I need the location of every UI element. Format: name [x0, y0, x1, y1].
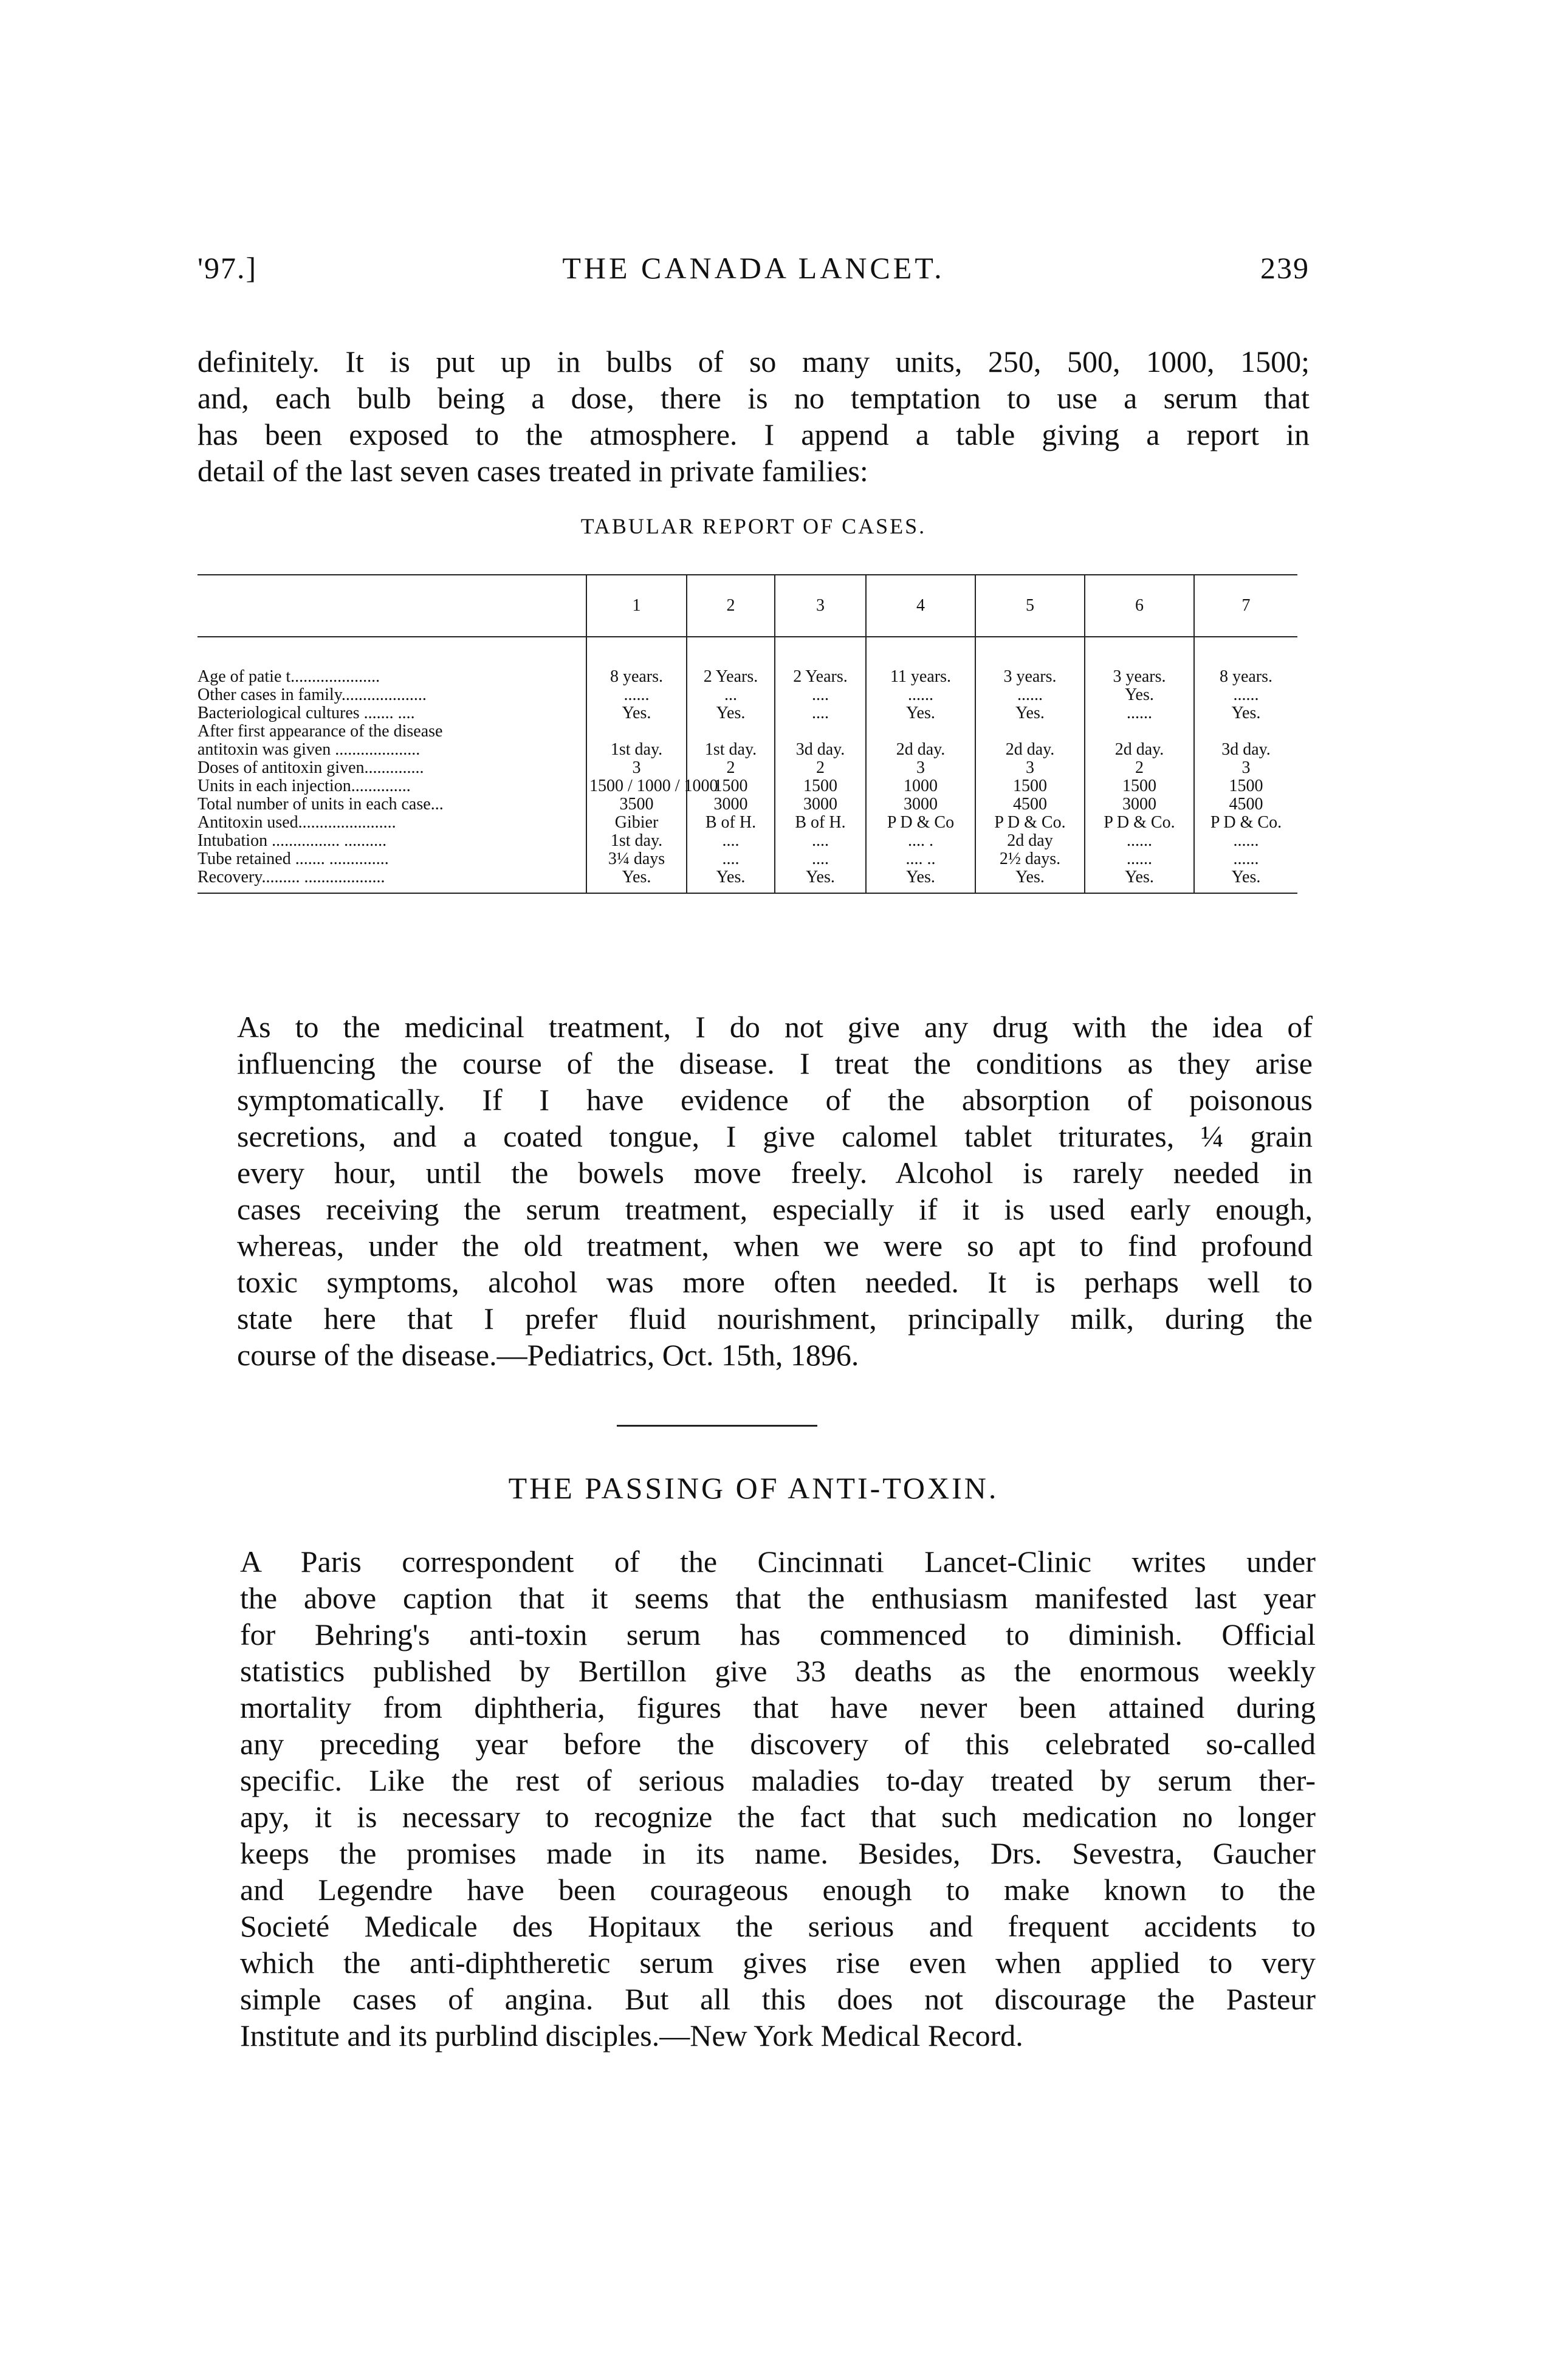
text-line: and, each bulb being a dose, there is no temptation to use a serum that	[197, 381, 1310, 415]
table-cell	[866, 722, 975, 741]
table-cell: 3000	[1085, 795, 1194, 814]
row-label: Tube retained ....... ..............	[197, 849, 389, 868]
table-cell: Yes.	[975, 704, 1085, 722]
text-line: secretions, and a coated tongue, I give calomel tablet triturates, ¼ grain	[237, 1119, 1313, 1153]
table-cell: Yes.	[1194, 868, 1297, 893]
table-cell: Yes.	[975, 868, 1085, 893]
table-row	[197, 868, 1297, 893]
text-line: has been exposed to the atmosphere. I append a table giving a report in	[197, 417, 1310, 451]
table-row	[197, 832, 1297, 850]
table-cell: Yes.	[775, 868, 866, 893]
intro-paragraph	[197, 343, 1310, 489]
table-title: TABULAR REPORT OF CASES.	[580, 514, 927, 538]
table-cell: 2	[775, 759, 866, 777]
table-cell	[1194, 722, 1297, 741]
table-cell: 2 Years.	[687, 637, 775, 686]
table-cell: 3 years.	[975, 637, 1085, 686]
table-cell: 2 Years.	[775, 637, 866, 686]
text-line: the above caption that it seems that the enthusiasm manifested last year	[240, 1581, 1316, 1615]
table-cell: B of H.	[687, 814, 775, 832]
column-header: 5	[975, 575, 1085, 637]
text-line: symptomatically. If I have evidence of the absorption of poisonous	[237, 1083, 1313, 1117]
table-header-row	[197, 575, 1297, 637]
table-cell: 1500	[775, 777, 866, 795]
text-line: toxic symptoms, alcohol was more often needed. It is perhaps well to	[237, 1265, 1313, 1299]
table-cell: ......	[1194, 832, 1297, 850]
text-line: simple cases of angina. But all this does not discourage the Pasteur	[240, 1982, 1316, 2016]
text-line: Institute and its purblind disciples.—New York Medical Record.	[240, 2018, 1023, 2052]
table-cell: 3d day.	[1194, 741, 1297, 759]
text-line: whereas, under the old treatment, when we were so apt to find profound	[237, 1229, 1313, 1263]
table-cell: 2½ days.	[975, 850, 1085, 868]
table-cell: ......	[866, 686, 975, 704]
table-cell: Yes.	[687, 704, 775, 722]
table-cell: ....	[775, 850, 866, 868]
row-label: Intubation ................ ..........	[197, 831, 387, 850]
table-cell: ......	[1085, 832, 1194, 850]
text-line: course of the disease.—Pediatrics, Oct. 15th, 1896.	[237, 1338, 859, 1372]
table-cell: ......	[1194, 850, 1297, 868]
table-cell: 3d day.	[775, 741, 866, 759]
text-line: specific. Like the rest of serious maladies to-day treated by serum ther-	[240, 1763, 1316, 1797]
row-label: Bacteriological cultures ....... ....	[197, 704, 415, 722]
page-number: 239	[1260, 251, 1310, 285]
row-label: Age of patie t.....................	[197, 667, 380, 686]
table-cell: 1st day.	[687, 741, 775, 759]
column-header: 7	[1194, 575, 1297, 637]
row-label: Doses of antitoxin given..............	[197, 758, 424, 777]
table-cell: Yes.	[1194, 704, 1297, 722]
table-cell: 3000	[775, 795, 866, 814]
column-header: 6	[1085, 575, 1194, 637]
table-row	[197, 759, 1297, 777]
table-cell: 1500	[975, 777, 1085, 795]
column-header: 4	[866, 575, 975, 637]
table-row	[197, 637, 1297, 686]
table-cell: ....	[775, 832, 866, 850]
table-cell: 1000	[866, 777, 975, 795]
running-head	[197, 250, 1310, 287]
table-cell: 1500 / 1000 / 1000	[586, 777, 687, 795]
text-line: any preceding year before the discovery of this celebrated so-called	[240, 1727, 1316, 1761]
table-row	[197, 741, 1297, 759]
table-cell: P D & Co.	[1194, 814, 1297, 832]
text-line: cases receiving the serum treatment, especially if it is used early enough,	[237, 1192, 1313, 1226]
table-cell: 3000	[687, 795, 775, 814]
table-cell: 1500	[1085, 777, 1194, 795]
table-cell: 3¼ days	[586, 850, 687, 868]
text-line: keeps the promises made in its name. Besides, Drs. Sevestra, Gaucher	[240, 1836, 1316, 1870]
table-row	[197, 814, 1297, 832]
row-label: Units in each injection..............	[197, 777, 411, 795]
section-divider	[617, 1425, 817, 1427]
table-cell: P D & Co	[866, 814, 975, 832]
text-line: definitely. It is put up in bulbs of so many units, 250, 500, 1000, 1500;	[197, 345, 1310, 379]
table-row	[197, 777, 1297, 795]
table-cell: Yes.	[1085, 868, 1194, 893]
table-cell: 3	[975, 759, 1085, 777]
issue-marker: '97.]	[197, 251, 258, 285]
table-cell: Yes.	[866, 704, 975, 722]
table-cell: 4500	[975, 795, 1085, 814]
case-report-table	[197, 574, 1297, 894]
text-line: apy, it is necessary to recognize the fact that such medication no longer	[240, 1800, 1316, 1834]
table-cell: 8 years.	[1194, 637, 1297, 686]
table-cell: ......	[1194, 686, 1297, 704]
section-title: THE PASSING OF ANTI-TOXIN.	[508, 1471, 999, 1505]
text-line: which the anti-diphtheretic serum gives rise even when applied to very	[240, 1946, 1316, 1980]
table-cell: ....	[775, 704, 866, 722]
table-cell: 3000	[866, 795, 975, 814]
table-cell: 4500	[1194, 795, 1297, 814]
table-cell: 1st day.	[586, 832, 687, 850]
table-cell: 2d day	[975, 832, 1085, 850]
table-cell: .... .	[866, 832, 975, 850]
table-cell: 2d day.	[866, 741, 975, 759]
journal-title: THE CANADA LANCET.	[562, 251, 945, 285]
row-label: After first appearance of the disease	[197, 722, 443, 741]
table-row	[197, 704, 1297, 722]
row-label: Recovery......... ...................	[197, 868, 586, 893]
table-cell: Gibier	[586, 814, 687, 832]
text-line: As to the medicinal treatment, I do not give any drug with the idea of	[237, 1010, 1313, 1044]
table-cell: 1st day.	[586, 741, 687, 759]
table-cell: ......	[1085, 704, 1194, 722]
text-line: influencing the course of the disease. I treat the conditions as they arise	[237, 1046, 1313, 1080]
table-cell: .... ..	[866, 850, 975, 868]
header-blank	[197, 575, 586, 637]
table-cell: Yes.	[687, 868, 775, 893]
table-cell: 3 years.	[1085, 637, 1194, 686]
table-cell	[586, 722, 687, 741]
table-cell: ....	[687, 850, 775, 868]
table-cell	[1085, 722, 1194, 741]
table-cell: 11 years.	[866, 637, 975, 686]
table-cell: 2d day.	[1085, 741, 1194, 759]
table-cell: 3	[866, 759, 975, 777]
antitoxin-paragraph	[204, 1543, 1316, 2054]
table-row	[197, 795, 1297, 814]
table-cell: Yes.	[866, 868, 975, 893]
text-line: and Legendre have been courageous enough to make known to the	[240, 1873, 1316, 1907]
column-header: 2	[687, 575, 775, 637]
table-cell: 3	[1194, 759, 1297, 777]
column-header: 1	[586, 575, 687, 637]
table-row	[197, 686, 1297, 704]
table-cell: 3	[586, 759, 687, 777]
row-label: Other cases in family....................	[197, 685, 427, 704]
text-line: statistics published by Bertillon give 33 deaths as the enormous weekly	[240, 1654, 1316, 1688]
table-cell: ......	[975, 686, 1085, 704]
table-cell: 3500	[586, 795, 687, 814]
column-header: 3	[775, 575, 866, 637]
text-line: Societé Medicale des Hopitaux the serious and frequent accidents to	[240, 1909, 1316, 1943]
table-cell: P D & Co.	[1085, 814, 1194, 832]
table-cell: 1500	[1194, 777, 1297, 795]
text-line: every hour, until the bowels move freely. Alcohol is rarely needed in	[237, 1156, 1313, 1190]
table-cell	[775, 722, 866, 741]
text-line: for Behring's anti-toxin serum has commenced to diminish. Official	[240, 1617, 1316, 1651]
text-line: mortality from diphtheria, figures that have never been attained during	[240, 1690, 1316, 1724]
table-cell: B of H.	[775, 814, 866, 832]
table-cell	[687, 722, 775, 741]
row-label: Antitoxin used.......................	[197, 813, 396, 832]
table-cell: 2d day.	[975, 741, 1085, 759]
table-cell: 2	[687, 759, 775, 777]
table-cell: ....	[775, 686, 866, 704]
table-row	[197, 722, 1297, 741]
text-line: detail of the last seven cases treated in private families:	[197, 454, 868, 488]
row-label: Total number of units in each case...	[197, 795, 444, 814]
text-line: state here that I prefer fluid nourishment, principally milk, during the	[237, 1301, 1313, 1336]
table-cell	[975, 722, 1085, 741]
table-row	[197, 850, 1297, 868]
text-line: A Paris correspondent of the Cincinnati Lancet-Clinic writes under	[240, 1545, 1316, 1579]
table-cell: Yes.	[1085, 686, 1194, 704]
table-cell: ...	[687, 686, 775, 704]
table-cell: ....	[687, 832, 775, 850]
row-label: antitoxin was given ....................	[197, 740, 421, 759]
table-cell: 1500	[687, 777, 775, 795]
table-cell: ......	[586, 686, 687, 704]
table-cell: P D & Co.	[975, 814, 1085, 832]
table-cell: Yes.	[586, 868, 687, 893]
table-cell: 8 years.	[586, 637, 687, 686]
table-cell: 2	[1085, 759, 1194, 777]
treatment-paragraph	[201, 1009, 1313, 1373]
table-cell: ......	[1085, 850, 1194, 868]
table-cell: Yes.	[586, 704, 687, 722]
